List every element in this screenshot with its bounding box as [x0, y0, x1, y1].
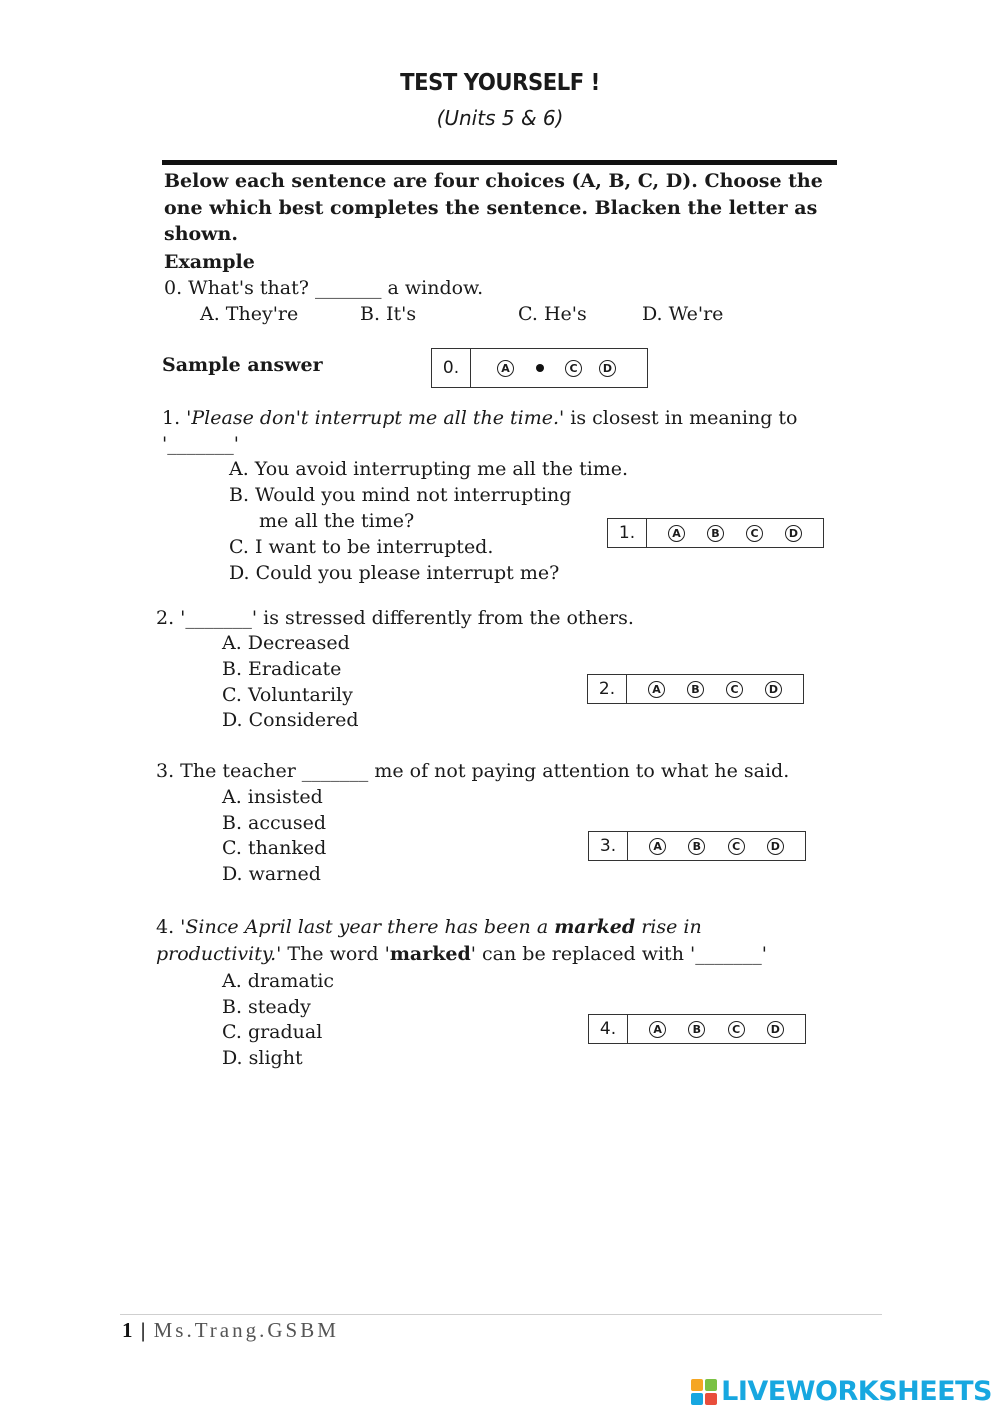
page-number: 1	[122, 1318, 133, 1342]
q4-stem-end: ' can be replaced with '_______'	[470, 943, 767, 965]
q1-option-b-cont: me all the time?	[259, 510, 415, 532]
q3-bubble-c[interactable]: C	[728, 838, 745, 855]
q4-option-a: A. dramatic	[222, 970, 335, 992]
q3-bubble-d[interactable]: D	[767, 838, 784, 855]
q2-option-d: D. Considered	[222, 709, 359, 731]
q3-option-d: D. warned	[222, 863, 321, 885]
q1-bubble-c[interactable]: C	[746, 525, 763, 542]
q4-keyword: marked	[554, 916, 636, 938]
q4-bubble-d[interactable]: D	[767, 1021, 784, 1038]
q1-stem: is closest in meaning to	[564, 407, 798, 429]
question-1-line-2: '_______'	[162, 433, 239, 455]
q1-quote: 'Please don't interrupt me all the time.'	[186, 407, 565, 429]
q2-bubble-d[interactable]: D	[765, 681, 782, 698]
bubble-c: C	[565, 360, 582, 377]
sheet-number: 2.	[588, 675, 627, 703]
bubble-b-filled	[531, 360, 548, 377]
footer-divider	[120, 1314, 882, 1315]
q2-bubble-a[interactable]: A	[648, 681, 665, 698]
sheet-number: 0.	[432, 349, 471, 387]
q1-option-a: A. You avoid interrupting me all the time.	[229, 458, 629, 480]
question-1-line-1	[162, 405, 798, 431]
example-label: Example	[164, 251, 255, 273]
q4-quote-end: productivity.'	[156, 943, 282, 965]
page-subtitle: (Units 5 & 6)	[436, 106, 564, 130]
q3-bubble-a[interactable]: A	[649, 838, 666, 855]
q4-bubble-c[interactable]: C	[728, 1021, 745, 1038]
q1-option-d: D. Could you please interrupt me?	[229, 562, 560, 584]
logo-tile-1	[691, 1379, 703, 1391]
q2-option-a: A. Decreased	[222, 632, 350, 654]
answer-sheet-4	[588, 1014, 806, 1044]
liveworksheets-logo	[691, 1376, 992, 1407]
example-option-b: B. It's	[360, 303, 417, 325]
sheet-number: 1.	[608, 519, 647, 547]
question-4-line-1	[156, 914, 702, 940]
question-4-line-2	[156, 941, 767, 967]
q3-option-c: C. thanked	[222, 837, 327, 859]
example-question: 0. What's that? _______ a window.	[164, 277, 484, 299]
q2-bubble-b[interactable]: B	[687, 681, 704, 698]
sheet-number: 4.	[589, 1015, 628, 1043]
logo-tile-3	[691, 1393, 703, 1405]
q4-stem: The word '	[281, 943, 390, 965]
sheet-number: 3.	[589, 832, 628, 860]
logo-tile-2	[705, 1379, 717, 1391]
q1-bubble-a[interactable]: A	[668, 525, 685, 542]
page-footer	[122, 1318, 339, 1343]
q4-quote-cont: rise in	[635, 916, 702, 938]
question-2-line-1: 2. '_______' is stressed differently from the others.	[156, 607, 634, 629]
logo-text: LIVEWORKSHEETS	[721, 1376, 992, 1407]
q4-option-b: B. steady	[222, 996, 311, 1018]
q4-option-d: D. slight	[222, 1047, 303, 1069]
q4-bubble-b[interactable]: B	[688, 1021, 705, 1038]
sample-answer-label: Sample answer	[162, 354, 323, 376]
answer-sheet-3	[588, 831, 806, 861]
sample-answer-sheet	[431, 348, 648, 388]
instructions: Below each sentence are four choices (A, B, C, D). Choose the one which best completes the sentence. Blacken the letter as shown.	[164, 170, 823, 245]
q3-option-a: A. insisted	[222, 786, 323, 808]
logo-tile-4	[705, 1393, 717, 1405]
q1-option-c: C. I want to be interrupted.	[229, 536, 494, 558]
q3-bubble-b[interactable]: B	[688, 838, 705, 855]
page-title: TEST YOURSELF !	[400, 70, 600, 96]
answer-sheet-1	[607, 518, 824, 548]
q2-option-b: B. Eradicate	[222, 658, 342, 680]
q2-option-c: C. Voluntarily	[222, 684, 353, 706]
footer-author: Ms.Trang.GSBM	[153, 1318, 339, 1342]
bubble-d: D	[599, 360, 616, 377]
logo-icon	[691, 1379, 717, 1405]
q1-number: 1.	[162, 407, 187, 429]
footer-separator: |	[140, 1318, 146, 1342]
q2-bubble-c[interactable]: C	[726, 681, 743, 698]
bubble-a: A	[497, 360, 514, 377]
header-divider	[162, 160, 837, 165]
q4-quote-start: 'Since April last year there has been a	[180, 916, 555, 938]
example-option-c: C. He's	[518, 303, 587, 325]
q1-bubble-b[interactable]: B	[707, 525, 724, 542]
q1-option-b: B. Would you mind not interrupting	[229, 484, 572, 506]
q4-bubble-a[interactable]: A	[649, 1021, 666, 1038]
q4-number: 4.	[156, 916, 181, 938]
example-option-d: D. We're	[642, 303, 724, 325]
q3-option-b: B. accused	[222, 812, 327, 834]
q4-keyword-2: marked	[389, 943, 471, 965]
question-3-line-1: 3. The teacher _______ me of not paying attention to what he said.	[156, 760, 790, 782]
answer-sheet-2	[587, 674, 804, 704]
example-option-a: A. They're	[200, 303, 299, 325]
q4-option-c: C. gradual	[222, 1021, 323, 1043]
q1-bubble-d[interactable]: D	[785, 525, 802, 542]
